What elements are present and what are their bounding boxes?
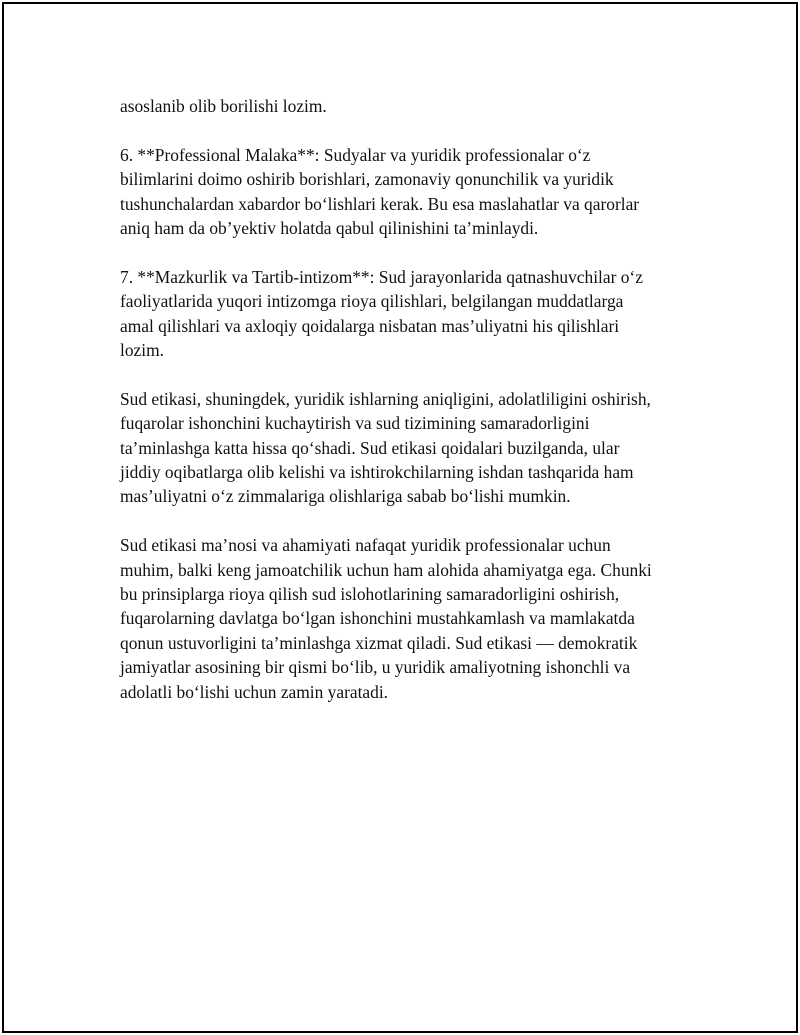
text-line: 6. **Professional Malaka**: Sudyalar va yuridik professionalar o‘z <box>120 144 591 165</box>
document-page <box>2 2 798 1033</box>
text-line: bilimlarini doimo oshirib borishlari, zamonaviy qonunchilik va yuridik <box>120 169 614 190</box>
paragraph-continuation <box>120 94 690 118</box>
paragraph-sud-etikasi-aniqlik <box>120 387 690 509</box>
text-line: muhim, balki keng jamoatchilik uchun ham alohida ahamiyatga ega. Chunki <box>120 559 652 580</box>
text-line: mas’uliyatni o‘z zimmalariga olishlariga sabab bo‘lishi mumkin. <box>120 486 571 507</box>
text-line: qonun ustuvorligini ta’minlashga xizmat qiladi. Sud etikasi — demokratik <box>120 632 638 653</box>
text-line: fuqarolar ishonchini kuchaytirish va sud tizimining samaradorligini <box>120 413 590 434</box>
paragraph-professional-malaka <box>120 143 690 241</box>
text-line: Sud etikasi, shuningdek, yuridik ishlarning aniqligini, adolatliligini oshirish, <box>120 388 651 409</box>
paragraph-sud-etikasi-ahamiyati <box>120 533 690 704</box>
text-line: tushunchalardan xabardor bo‘lishlari kerak. Bu esa maslahatlar va qarorlar <box>120 193 640 214</box>
document-body <box>120 94 690 728</box>
paragraph-mazkurlik-tartib-intizom <box>120 265 690 363</box>
text-line: bu prinsiplarga rioya qilish sud islohotlarining samaradorligini oshirish, <box>120 584 620 605</box>
text-line: asoslanib olib borilishi lozim. <box>120 96 327 116</box>
text-line: ta’minlashga katta hissa qo‘shadi. Sud etikasi qoidalari buzilganda, ular <box>120 437 620 458</box>
text-line: jiddiy oqibatlarga olib kelishi va ishtirokchilarning ishdan tashqarida ham <box>120 462 634 483</box>
text-line: aniq ham da ob’yektiv holatda qabul qilinishini ta’minlaydi. <box>120 218 539 239</box>
text-line: fuqarolarning davlatga bo‘lgan ishonchini mustahkamlash va mamlakatda <box>120 608 635 629</box>
text-line: adolatli bo‘lishi uchun zamin yaratadi. <box>120 681 389 702</box>
text-line: 7. **Mazkurlik va Tartib-intizom**: Sud jarayonlarida qatnashuvchilar o‘z <box>120 266 643 287</box>
text-line: lozim. <box>120 340 164 361</box>
text-line: faoliyatlarida yuqori intizomga rioya qilishlari, belgilangan muddatlarga <box>120 291 624 312</box>
text-line: Sud etikasi ma’nosi va ahamiyati nafaqat yuridik professionalar uchun <box>120 535 611 556</box>
text-line: amal qilishlari va axloqiy qoidalarga nisbatan mas’uliyatni his qilishlari <box>120 315 620 336</box>
text-line: jamiyatlar asosining bir qismi bo‘lib, u yuridik amaliyotning ishonchli va <box>120 657 631 678</box>
